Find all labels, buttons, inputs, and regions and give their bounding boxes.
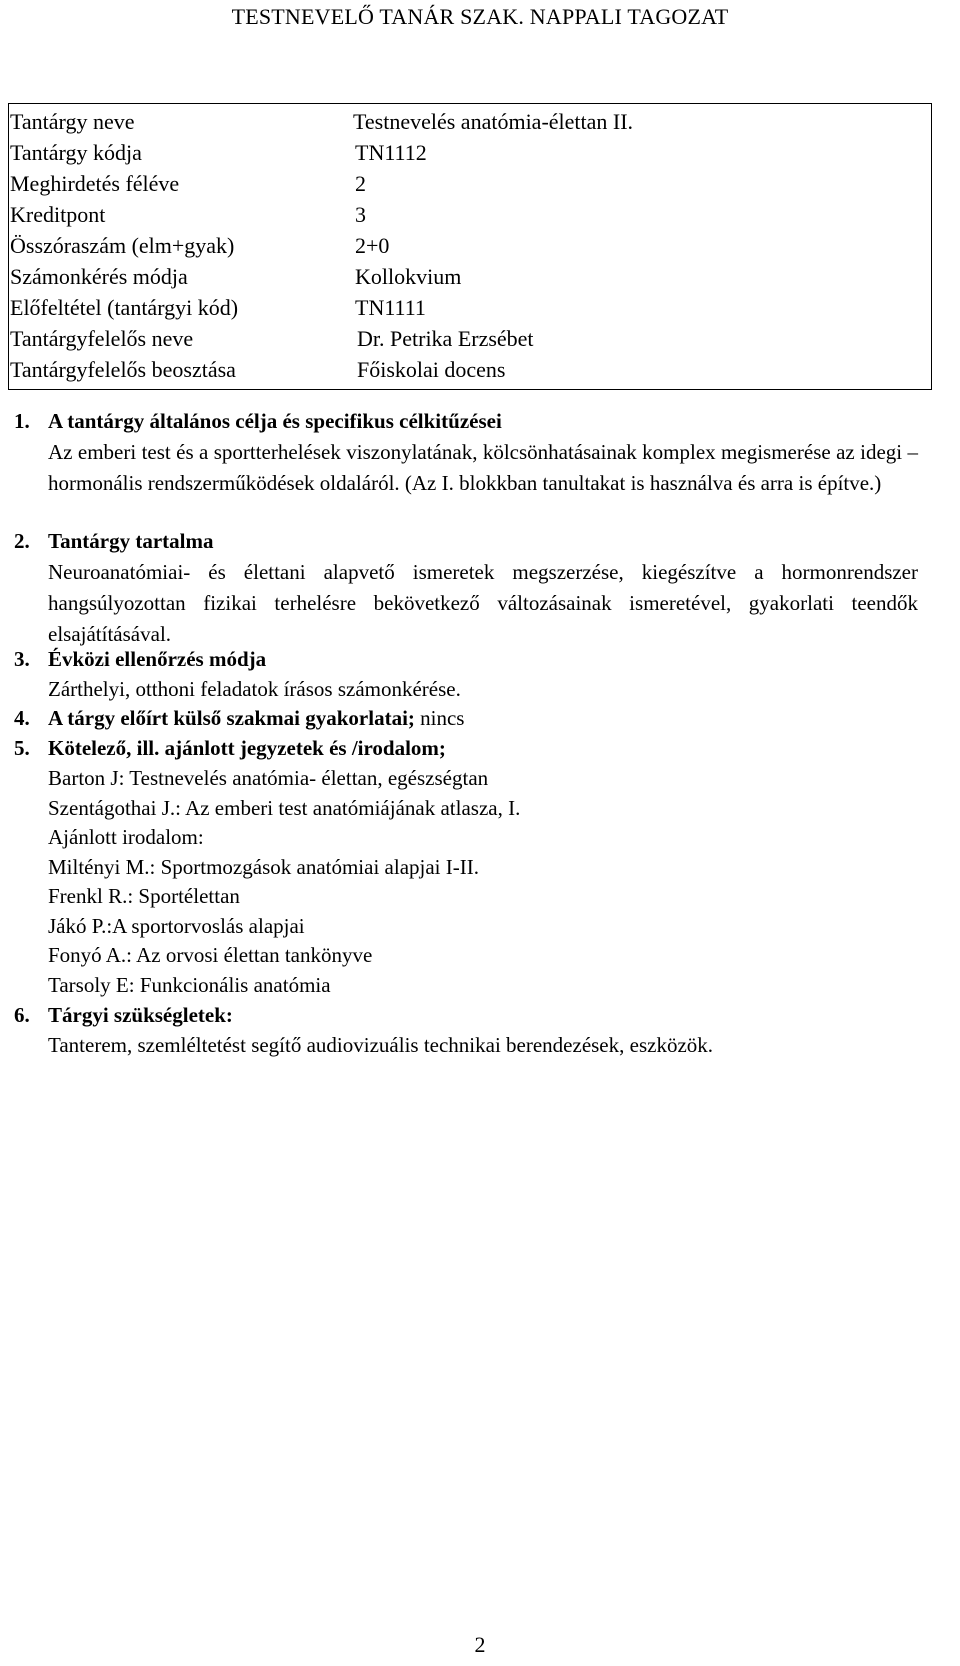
section-5-heading — [14, 736, 446, 761]
section-2-heading — [14, 529, 213, 554]
section-4-heading — [14, 706, 464, 731]
info-row-hours — [9, 230, 931, 261]
info-label: Kreditpont — [10, 202, 106, 227]
section-inline-value: nincs — [414, 706, 465, 730]
info-value: Kollokvium — [355, 264, 462, 289]
info-row-responsible-name — [9, 323, 931, 354]
literature-subheading: Ajánlott irodalom: — [48, 825, 204, 849]
info-row-course-name — [9, 106, 931, 137]
info-row-credits — [9, 199, 931, 230]
section-number: 4. — [14, 706, 30, 730]
section-6-line: Tanterem, szemléltetést segítő audiovizuális technikai berendezések, eszközök. — [48, 1033, 714, 1057]
info-row-course-code — [9, 137, 931, 168]
info-value: TN1111 — [355, 295, 426, 320]
info-value: 2+0 — [355, 233, 390, 258]
section-3-heading — [14, 647, 266, 672]
literature-item: Fonyó A.: Az orvosi élettan tankönyve — [48, 943, 373, 967]
section-3-line: Zárthelyi, otthoni feladatok írásos számonkérése. — [48, 677, 461, 701]
info-label: Összóraszám (elm+gyak) — [10, 233, 235, 258]
literature-item: Jákó P.:A sportorvoslás alapjai — [48, 914, 305, 938]
section-title: A tárgy előírt külső szakmai gyakorlatai; — [48, 706, 415, 730]
section-1-heading — [14, 409, 502, 434]
info-label: Számonkérés módja — [10, 264, 188, 289]
info-label: Tantárgyfelelős neve — [10, 326, 194, 351]
literature-item: Tarsoly E: Funkcionális anatómia — [48, 973, 331, 997]
section-number: 3. — [14, 647, 30, 671]
info-label: Tantárgy neve — [10, 109, 135, 134]
section-number: 5. — [14, 736, 30, 760]
section-2-paragraph: Neuroanatómiai- és élettani alapvető ismeretek megszerzése, kiegészítve a hormonrendszer hangsúlyozottan fizikai terhelésre bekövetkező változásainak ismeretével, gyakorlati teendők elsajátításával. — [48, 560, 918, 646]
section-6-heading — [14, 1003, 233, 1028]
section-number: 2. — [14, 529, 30, 553]
info-value: 2 — [355, 171, 366, 196]
section-title: A tantárgy általános célja és specifikus célkitűzései — [48, 409, 502, 433]
section-number: 1. — [14, 409, 30, 433]
info-row-responsible-position — [9, 354, 931, 385]
literature-item: Szentágothai J.: Az emberi test anatómiájának atlasza, I. — [48, 796, 521, 820]
info-row-assessment — [9, 261, 931, 292]
literature-item: Miltényi M.: Sportmozgások anatómiai alapjai I-II. — [48, 855, 479, 879]
literature-item: Barton J: Testnevelés anatómia- élettan, egészségtan — [48, 766, 489, 790]
info-label: Tantárgyfelelős beosztása — [10, 357, 236, 382]
info-value: Dr. Petrika Erzsébet — [357, 326, 534, 351]
section-title: Kötelező, ill. ajánlott jegyzetek és /irodalom; — [48, 736, 446, 760]
info-label: Meghirdetés féléve — [10, 171, 180, 196]
info-label: Tantárgy kódja — [10, 140, 142, 165]
info-value: TN1112 — [355, 140, 427, 165]
info-row-prerequisite — [9, 292, 931, 323]
section-title: Tantárgy tartalma — [48, 529, 214, 553]
course-info-table — [8, 103, 932, 390]
section-1-paragraph: Az emberi test és a sportterhelések viszonylatának, kölcsönhatásainak komplex megismerése az idegi – hormonális rendszerműködések oldaláról. (Az I. blokkban tanultakat is használva és arra is építve.) — [48, 440, 918, 495]
info-value: Főiskolai docens — [357, 357, 506, 382]
literature-item: Frenkl R.: Sportélettan — [48, 884, 240, 908]
info-label: Előfeltétel (tantárgyi kód) — [10, 295, 239, 320]
section-number: 6. — [14, 1003, 30, 1027]
page-header: TESTNEVELŐ TANÁR SZAK. NAPPALI TAGOZAT — [231, 4, 729, 29]
page-number: 2 — [474, 1632, 486, 1657]
info-value: Testnevelés anatómia-élettan II. — [353, 109, 634, 134]
info-row-semester — [9, 168, 931, 199]
info-value: 3 — [355, 202, 366, 227]
section-title: Évközi ellenőrzés módja — [48, 647, 267, 671]
section-title: Tárgyi szükségletek: — [48, 1003, 233, 1027]
